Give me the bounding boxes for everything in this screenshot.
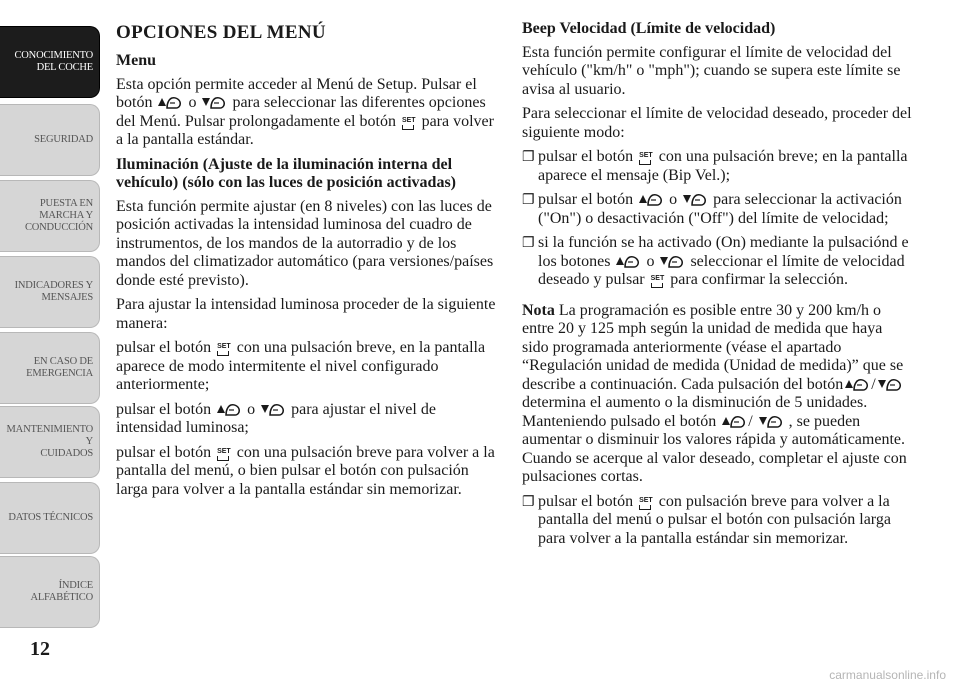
illumination-step-2: pulsar el botón o para ajustar el nivel de intensidad luminosa;: [116, 400, 436, 436]
tab-datos-tecnicos[interactable]: DATOS TÉCNICOS: [0, 482, 100, 554]
set-button-icon: SET: [217, 448, 231, 461]
up-arrow-button-icon: [615, 253, 641, 269]
tab-mantenimiento-y-cuidados[interactable]: MANTENIMIENTO Y CUIDADOS: [0, 406, 100, 478]
illumination-intro: Para ajustar la intensidad luminosa proceder de la siguiente manera:: [116, 296, 496, 332]
list-item: ❐ si la función se ha activado (On) mediante la pulsaciónd e los botones o seleccionar el límite de velocidad deseado y pulsar SET para confirmar la selección.: [522, 234, 909, 288]
list-item: ❐ pulsar el botón SET con pulsación breve para volver a la pantalla del menú o pulsar el botón con pulsación larga para volver a la pantalla estándar sin memorizar.: [522, 492, 891, 547]
tab-conocimiento-del-coche[interactable]: CONOCIMIENTO DEL COCHE: [0, 26, 100, 98]
tab-indicadores-y-mensajes[interactable]: INDICADORES Y MENSAJES: [0, 256, 100, 328]
up-arrow-button-icon: [216, 401, 242, 417]
bullet-icon: ❐: [522, 494, 535, 510]
beep-speed-intro: Para seleccionar el límite de velocidad deseado, proceder del siguiente modo:: [522, 105, 912, 141]
bullet-icon: ❐: [522, 236, 535, 251]
section-title: OPCIONES DEL MENÚ: [116, 22, 326, 43]
watermark: carmanualsonline.info: [829, 668, 946, 682]
set-button-icon: SET: [639, 152, 653, 165]
tab-puesta-en-marcha[interactable]: PUESTA EN MARCHA Y CONDUCCIÓN: [0, 180, 100, 252]
list-item: ❐ pulsar el botón o para seleccionar la activación ("On") o desactivación ("Off") del límite de velocidad;: [522, 191, 902, 227]
beep-speed-description: Esta función permite configurar el límite de velocidad del vehículo ("km/h" o "mph"); cuando se supera este límite se avisa al usuario.: [522, 43, 901, 98]
illumination-heading: Iluminación (Ajuste de la iluminación interna del vehículo) (sólo con las luces de posición activadas): [116, 155, 457, 191]
tab-seguridad[interactable]: SEGURIDAD: [0, 104, 100, 176]
menu-paragraph: Esta opción permite acceder al Menú de Setup. Pulsar el botón o para seleccionar las diferentes opciones del Menú. Pulsar prolongadamente el botón SET para volver a la pantalla estándar.: [116, 75, 494, 148]
bullet-icon: ❐: [522, 150, 535, 165]
page-number: 12: [30, 638, 50, 660]
down-arrow-button-icon: [659, 253, 685, 269]
list-item: ❐ pulsar el botón SET con una pulsación breve; en la pantalla aparece el mensaje (Bip Vel.);: [522, 148, 908, 184]
chapter-sidebar: [0, 0, 100, 686]
illumination-step-1: pulsar el botón SET con una pulsación breve, en la pantalla aparece de modo intermitente el nivel configurado anteriormente;: [116, 339, 486, 393]
up-arrow-button-icon: [844, 376, 870, 392]
bullet-icon: ❐: [522, 193, 535, 208]
down-arrow-button-icon: [877, 376, 903, 392]
up-arrow-button-icon: [638, 191, 664, 207]
up-arrow-button-icon: [721, 413, 747, 429]
set-button-icon: SET: [217, 343, 231, 356]
illumination-step-3: pulsar el botón SET con una pulsación breve para volver a la pantalla del menú, o bien pulsar el botón con pulsación larga para volver a la pantalla estándar sin memorizar.: [116, 443, 495, 498]
left-column: [116, 20, 496, 505]
down-arrow-button-icon: [758, 413, 784, 429]
tab-indice-alfabetico[interactable]: ÍNDICE ALFABÉTICO: [0, 556, 100, 628]
down-arrow-button-icon: [682, 191, 708, 207]
illumination-description: Esta función permite ajustar (en 8 niveles) con las luces de posición activadas la intensidad luminosa del cuadro de instrumentos, de los mandos de la autorradio y de los mandos del climatizador automático (para versiones/países donde esté previsto).: [116, 197, 494, 289]
down-arrow-button-icon: [260, 401, 286, 417]
right-column: [522, 20, 912, 554]
menu-heading: Menu: [116, 52, 156, 69]
note-paragraph: Nota La programación es posible entre 30 y 200 km/h o entre 20 y 125 mph según la unidad de medida que haya sido programada anteriormente (véase el apartado “Regulación unidad de medida (Unidad de medida)” que se describe a continuación. Cada pulsación del botón / determina el aumento o la disminución de 5 unidades. Manteniendo pulsado el botón / , se pueden aumentar o disminuir los valores rápida y automáticamente. Cuando se acerque al valor deseado, completar el ajuste con pulsaciones cortas.: [522, 301, 907, 485]
beep-speed-heading: Beep Velocidad (Límite de velocidad): [522, 20, 776, 37]
set-button-icon: SET: [651, 275, 665, 288]
set-button-icon: SET: [402, 117, 416, 130]
note-label: Nota: [522, 301, 555, 319]
tab-en-caso-de-emergencia[interactable]: EN CASO DE EMERGENCIA: [0, 332, 100, 404]
set-button-icon: SET: [639, 497, 653, 510]
down-arrow-button-icon: [201, 94, 227, 110]
up-arrow-button-icon: [157, 94, 183, 110]
